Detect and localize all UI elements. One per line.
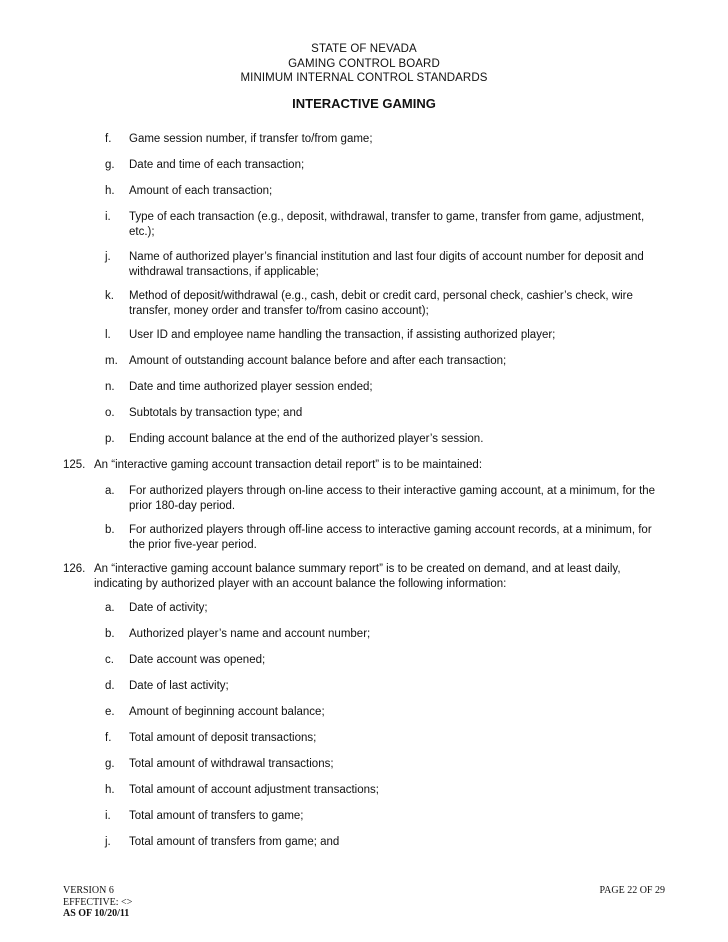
item-label: b. (105, 524, 115, 536)
item-label: g. (105, 159, 115, 171)
list-item (105, 432, 665, 447)
paragraph-126 (63, 562, 663, 592)
item-label: e. (105, 706, 115, 718)
item-label: k. (105, 290, 114, 302)
item-label: i. (105, 211, 111, 223)
list-item (105, 731, 665, 746)
list-item (105, 627, 665, 642)
item-text: Method of deposit/withdrawal (e.g., cash, debit or credit card, personal check, cashier’s check, wire transfer, money order and transfer to/from casino account); (129, 290, 633, 317)
list-item (105, 158, 665, 173)
list-item (105, 132, 665, 147)
section-title: INTERACTIVE GAMING (292, 95, 436, 111)
header-state: STATE OF NEVADA (311, 43, 417, 55)
list-item (105, 679, 665, 694)
item-label: i. (105, 810, 111, 822)
list-item (105, 354, 665, 369)
item-label: h. (105, 784, 115, 796)
item-text: Total amount of account adjustment transactions; (129, 784, 379, 796)
paragraph-number: 126. (63, 563, 86, 575)
header-board: GAMING CONTROL BOARD (288, 57, 440, 70)
item-label: a. (105, 602, 115, 614)
item-label: j. (105, 836, 111, 848)
footer-left (63, 885, 132, 920)
paragraph-text: An “interactive gaming account transaction detail report” is to be maintained: (94, 459, 483, 471)
item-label: c. (105, 654, 114, 666)
item-text: Type of each transaction (e.g., deposit, withdrawal, transfer to game, transfer from game, adjustment, etc.); (129, 211, 645, 238)
item-text: Total amount of transfers from game; and (129, 836, 340, 848)
item-text: Amount of each transaction; (129, 185, 273, 197)
item-text: Authorized player’s name and account number; (129, 628, 371, 640)
item-text: Date of activity; (129, 602, 208, 614)
item-label: m. (105, 355, 118, 367)
item-text: For authorized players through off-line access to interactive gaming account records, at a minimum, for the prior five-year period. (129, 524, 652, 551)
paragraph-125 (63, 458, 663, 473)
list-item (105, 328, 665, 343)
item-text: Game session number, if transfer to/from game; (129, 133, 373, 145)
item-label: b. (105, 628, 115, 640)
list-item (105, 809, 665, 824)
item-text: Name of authorized player’s financial institution and last four digits of account number for deposit and withdrawal transactions, if applicable; (129, 251, 644, 278)
page-header (0, 42, 728, 111)
list-item (105, 250, 665, 280)
item-text: Total amount of deposit transactions; (129, 732, 317, 744)
list-item (105, 380, 665, 395)
list-item (105, 783, 665, 798)
item-text: Date and time of each transaction; (129, 159, 305, 171)
list-item (105, 835, 665, 850)
page-number: PAGE 22 OF 29 (599, 885, 665, 896)
item-text: Date and time authorized player session ended; (129, 381, 373, 393)
item-label: h. (105, 185, 115, 197)
item-text: Total amount of transfers to game; (129, 810, 304, 822)
list-item (105, 705, 665, 720)
paragraph-number: 125. (63, 459, 86, 471)
item-label: f. (105, 133, 112, 145)
item-label: j. (105, 251, 111, 263)
item-label: o. (105, 407, 115, 419)
item-text: For authorized players through on-line access to their interactive gaming account, at a minimum, for the prior 180-day period. (129, 485, 656, 512)
list-item (105, 184, 665, 199)
list-item (105, 653, 665, 668)
list-item (105, 289, 665, 319)
list-item (105, 406, 665, 421)
item-label: l. (105, 329, 111, 341)
item-label: n. (105, 381, 115, 393)
item-text: Subtotals by transaction type; and (129, 407, 303, 419)
footer-effective: EFFECTIVE: <> (63, 896, 133, 908)
item-text: Amount of beginning account balance; (129, 706, 325, 718)
list-item (105, 523, 665, 553)
list-item (105, 210, 665, 240)
item-text: Date account was opened; (129, 654, 266, 666)
header-standards: MINIMUM INTERNAL CONTROL STANDARDS (240, 72, 488, 84)
item-text: Total amount of withdrawal transactions; (129, 758, 334, 770)
footer-version: VERSION 6 (63, 885, 114, 896)
item-label: p. (105, 433, 115, 445)
item-label: d. (105, 680, 115, 692)
item-text: User ID and employee name handling the transaction, if assisting authorized player; (129, 329, 556, 341)
paragraph-text: An “interactive gaming account balance summary report” is to be created on demand, and at least daily, indicating by authorized player with an account balance the following information: (94, 563, 621, 590)
item-text: Amount of outstanding account balance before and after each transaction; (129, 355, 507, 367)
list-item (105, 757, 665, 772)
footer-as-of: AS OF 10/20/11 (63, 908, 130, 919)
item-text: Ending account balance at the end of the authorized player’s session. (129, 433, 484, 445)
list-item (105, 484, 665, 514)
item-text: Date of last activity; (129, 680, 229, 692)
list-item (105, 601, 665, 616)
item-label: a. (105, 485, 115, 497)
item-label: g. (105, 758, 115, 770)
item-label: f. (105, 732, 112, 744)
